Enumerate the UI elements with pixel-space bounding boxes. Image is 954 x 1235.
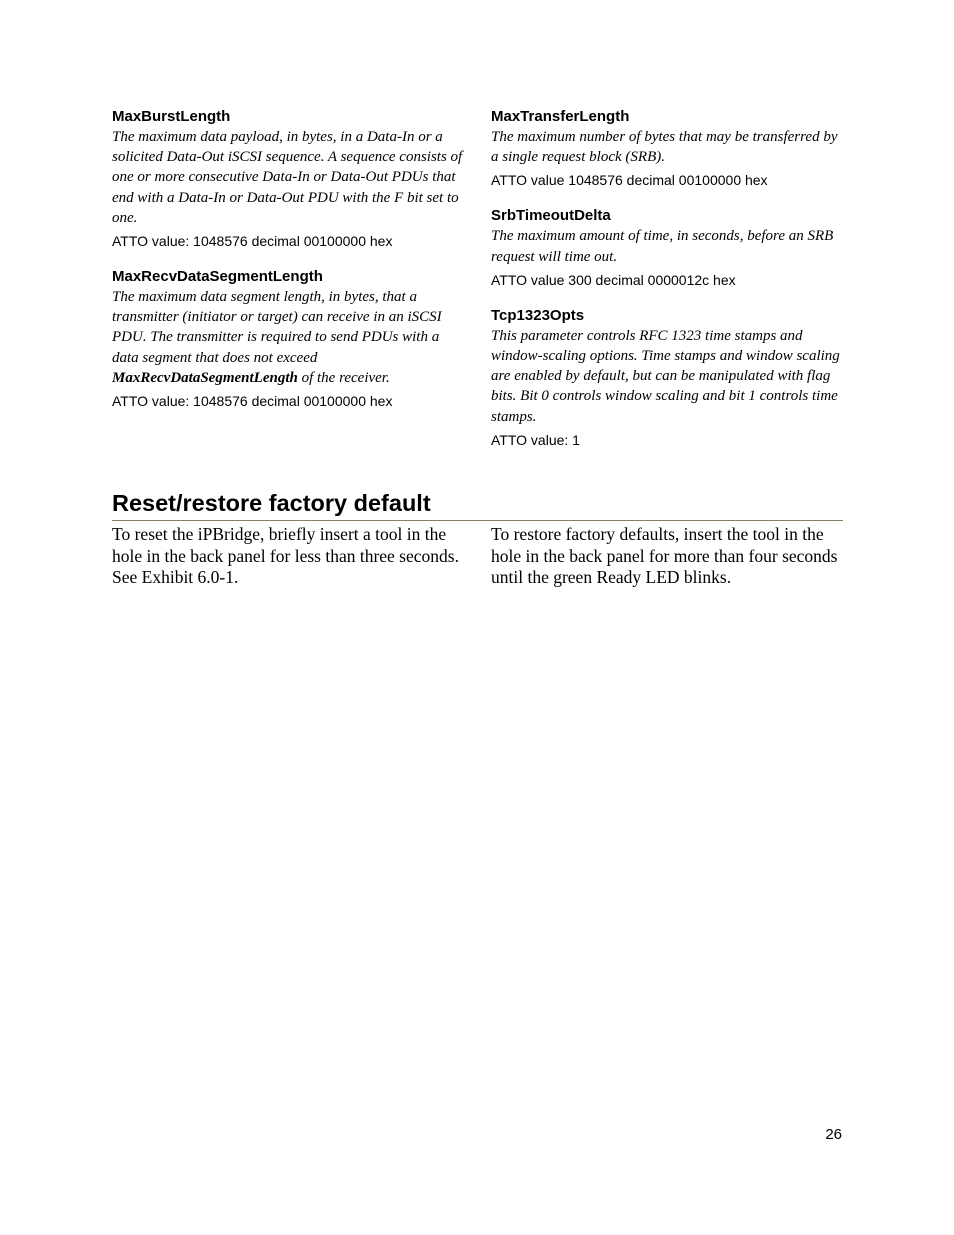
param-entry-max-recv-data-segment-length: [112, 267, 464, 410]
param-value: ATTO value 1048576 decimal 00100000 hex: [491, 172, 768, 189]
section-divider: [112, 520, 843, 521]
param-value: ATTO value: 1: [491, 431, 580, 448]
param-description: The maximum number of bytes that may be transferred by a single request block (SRB).: [491, 129, 838, 166]
reset-instructions: To reset the iPBridge, briefly insert a tool in the hole in the back panel for less than three seconds. See Exhibit 6.0-1.: [112, 524, 459, 588]
param-description-text: The maximum data segment length, in bytes, that a transmitter (initiator or target) can receive in an iSCSI PDU. The transmitter is required to send PDUs with a data segment that does not exceed: [112, 289, 442, 366]
param-description-tail: of the receiver.: [297, 369, 390, 386]
page-number: 26: [825, 1126, 842, 1143]
right-parameter-column: [491, 107, 843, 466]
param-name: SrbTimeoutDelta: [491, 207, 611, 225]
section-heading: Reset/restore factory default: [112, 490, 431, 516]
param-description: The maximum data payload, in bytes, in a Data-In or a solicited Data-Out iSCSI sequence. A sequence consists of one or more consecutive Data-In or Data-Out PDUs that end with a Data-In or Data-Out PDU with the F bit set to one.: [112, 129, 463, 226]
left-parameter-column: [112, 107, 464, 427]
param-description-emphasis: MaxRecvDataSegmentLength: [112, 369, 298, 386]
param-value: ATTO value: 1048576 decimal 00100000 hex: [112, 393, 393, 410]
param-name: Tcp1323Opts: [491, 306, 585, 324]
param-description: [112, 287, 464, 388]
param-value: ATTO value 300 decimal 0000012c hex: [491, 271, 736, 288]
param-name: MaxBurstLength: [112, 108, 231, 125]
param-name: MaxRecvDataSegmentLength: [112, 268, 323, 286]
restore-instructions: To restore factory defaults, insert the tool in the hole in the back panel for more than four seconds until the green Ready LED blinks.: [491, 524, 838, 588]
param-entry-max-burst-length: [112, 107, 464, 250]
param-name: MaxTransferLength: [491, 108, 630, 125]
param-value: ATTO value: 1048576 decimal 00100000 hex: [112, 233, 393, 250]
param-description: The maximum amount of time, in seconds, before an SRB request will time out.: [491, 228, 834, 265]
param-entry-srb-timeout-delta: [491, 206, 843, 288]
param-entry-max-transfer-length: [491, 107, 843, 189]
param-description: This parameter controls RFC 1323 time stamps and window-scaling options. Time stamps and window scaling are enabled by default, but can be manipulated with flag bits. Bit 0 controls window scaling and bit 1 controls time stamps.: [491, 327, 840, 425]
param-entry-tcp1323-opts: [491, 306, 843, 449]
